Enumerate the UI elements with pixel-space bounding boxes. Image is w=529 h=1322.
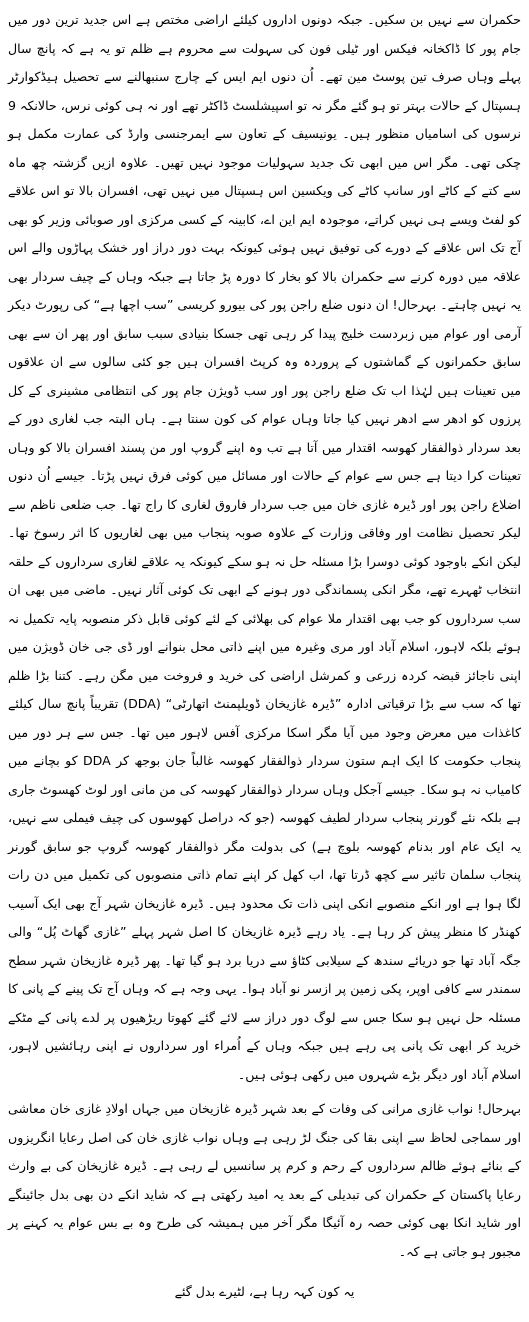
article-paragraph-1: حکمران سے نہیں بن سکیں۔ جبکہ دونوں اداروں کیلئے اراضی مختص ہے اس جدید ترین دور میں جام پور کا ڈاکخانہ فیکس اور ٹیلی فون کی سہولت سے محروم ہے ظلم تو یہ ہے کہ پانچ سال پہلے وہاں صرف تین پوسٹ مین تھے۔ اُن دنوں ایم ایس کے چارج سنبھالنے سے تحصیل ہیڈکوارٹر ہسپتال کے حالات بہتر تو ہو گئے مگر نہ تو اسپیشلسٹ ڈاکٹر تھے اور نہ ہی کوئی نرس، حالانکہ 9 نرسوں کی اسامیاں منظور ہیں۔ یونیسیف کے تعاون سے ایمرجنسی وارڈ کی عمارت مکمل ہو چکی تھی۔ مگر اس میں ابھی تک جدید سہولیات موجود نہیں تھیں۔ علاوہ ازیں گزشتہ چھ ماہ سے کتے کے کاٹے اور سانپ کاٹے کی ویکسین اس ہسپتال میں نہیں تھی، افسران بالا تو اس علاقے کو لفٹ ویسے ہی نہیں کراتے، موجودہ ایم این اے، کابینہ کے کسی مرکزی اور صوبائی وزیر کو بھی آج تک اس علاقے کے دورے کی توفیق نہیں ہوئی کیونکہ بہت دور دراز اور خشک پہاڑوں والے اس علاقہ میں دورہ کرنے سے حکمران بالا کو بخار کا دورہ پڑ جاتا ہے جبکہ وہاں کے چیف سردار بھی یہ نہیں چاہتے۔ بہرحال! ان دنوں ضلع راجن پور کی بیورو کریسی ”سب اچھا ہے“ کی رپورٹ دیکر آرمی اور عوام میں زبردست خلیج پیدا کر رہی تھی جسکا بنیادی سبب سابق اور پھر ان سے بھی سابق حکمرانوں کے گماشتوں کے پروردہ وہ کرپٹ افسران ہیں جو کئی سالوں سے ان علاقوں میں تعینات ہیں لہٰذا اب تک ضلع راجن پور اور سب ڈویژن جام پور کی انتظامی مشینری کے کل پرزوں کو ادھر سے ادھر نہیں کیا جاتا وہاں عوام کی کون سنتا ہے۔ ہاں البتہ جب لغاری دور کے بعد سردار ذوالفقار کھوسہ اقتدار میں آتا ہے تب وہ اپنے گروپ اور من پسند افسران بالا کو وہاں تعینات کرا دیتا ہے جس سے عوام کے حالات اور مسائل میں کوئی فرق نہیں پڑتا۔ جیسے اُن دنوں اضلاع راجن پور اور ڈیرہ غازی خان میں جب سردار فاروق لغاری کا راج تھا۔ جب ضلعی ناظم سے لیکر تحصیل نظامت اور وفاقی وزارت کے علاوہ صوبہ پنجاب میں بھی لغاریوں کا اثر رسوخ تھا۔ لیکن انکے باوجود کوئی دوسرا بڑا مسئلہ حل نہ ہو سکے کیونکہ یہ علاقے لغاری سرداروں کے حلقہ انتخاب ٹھہرے تھے، مگر انکی پسماندگی دور ہونے کے ابھی تک کوئی آثار نہیں۔ ماضی میں بھی ان سب سرداروں کو جب بھی اقتدار ملا عوام کی بھلائی کے لئے کوئی قابل ذکر منصوبہ پایہ تکمیل نہ ہوئے بلکہ لاہور، اسلام آباد اور مری وغیرہ میں اپنے ذاتی محل بنوانے اور ڈی جی خان ڈویژن میں اپنی ناجائز قبضہ کردہ زرعی و کمرشل اراضی کی خرید و فروخت میں مگن رہے۔ کتنا بڑا ظلم تھا کہ سب سے بڑا ترقیاتی ادارہ ”ڈیرہ غازیخان ڈویلپمنٹ اتھارٹی“ (DDA) تقریباً پانچ سال کیلئے کاغذات میں معرض وجود میں آیا مگر اسکا مرکزی آفس لاہور میں تھا۔ جس سے ہر دور میں پنجاب حکومت کا ایک اہم ستون سردار ذوالفقار کھوسہ غالباً جان بوجھ کر DDA کو بچانے میں کامیاب نہ ہو سکا۔ جیسے آجکل وہاں سردار ذوالفقار کھوسہ کی من مانی اور لوٹ کھسوٹ جاری ہے بلکہ نئے گورنر پنجاب سردار لطیف کھوسہ (جو کہ دراصل کھوسوں کی چیف فیملی سے نہیں، یہ ایک عام اور بدنام کھوسہ بلوچ ہے) کی بدولت مگر ذوالفقار کھوسہ گروپ جو سابق گورنر پنجاب سلمان تاثیر سے کچھ ڈرتا تھا، اب کھل کر اپنے تمام ذاتی منصوبوں کی تکمیل میں دن رات لگا ہوا ہے اور انکے منصوبے انکی اپنی ذات تک محدود ہیں۔ ڈیرہ غازیخان شہر آج بھی ایک آسیب کھنڈر کا منظر پیش کر رہا ہے۔ یاد رہے ڈیرہ غازیخان کا اصل شہر پہلے ”غازی گھاٹ پُل“ والی جگہ آباد تھا جو دریائے سندھ کے سیلابی کٹاؤ سے دریا برد ہو گیا تھا۔ پھر ڈیرہ غازیخان شہر سطح سمندر سے کافی اوپر، پکی زمین پر ازسر نو آباد ہوا۔ یہی وجہ ہے کہ وہاں آج تک پینے کے پانی کا مسئلہ حل نہیں ہو سکا جس سے لوگ دور دراز سے لائے گئے کھوتا ریڑھیوں پر لدے پانی کے مٹکے خرید کر ابھی تک پانی پی رہے ہیں جبکہ وہاں کے اُمراء اور سرداروں نے اپنی رہائشیں لاہور، اسلام آباد اور دیگر بڑے شہروں میں رکھی ہوئی ہیں۔ [8, 12, 521, 1082]
article-paragraph-2: بہرحال! نواب غازی مرانی کی وفات کے بعد شہر ڈیرہ غازیخان میں جہاں اولادِ غازی خان معاشی اور سماجی لحاظ سے اپنی بقا کی جنگ لڑ رہی ہے وہاں نواب غازی خان کی اصل رعایا انگریزوں کے بنائے ہوئے ظالم سرداروں کے رحم و کرم پر سانسیں لے رہی ہے۔ ڈیرہ غازیخان کی بے وارث رعایا پاکستان کے حکمران کی تبدیلی کے بعد یہ امید رکھتی ہے کہ شاید انکے دن بھی بدل جائینگے اور شاید انکا بھی کوئی حصہ رہ آئیگا مگر آخر میں ہمیشہ کی طرح وہ بے بس عوام یہ کہنے پر مجبور ہو جاتی ہے کہ۔ [8, 1101, 521, 1259]
closing-verse: یہ کون کہہ رہا ہے، لٹیرے بدل گئے [174, 1284, 355, 1299]
article-body [8, 6, 521, 1266]
